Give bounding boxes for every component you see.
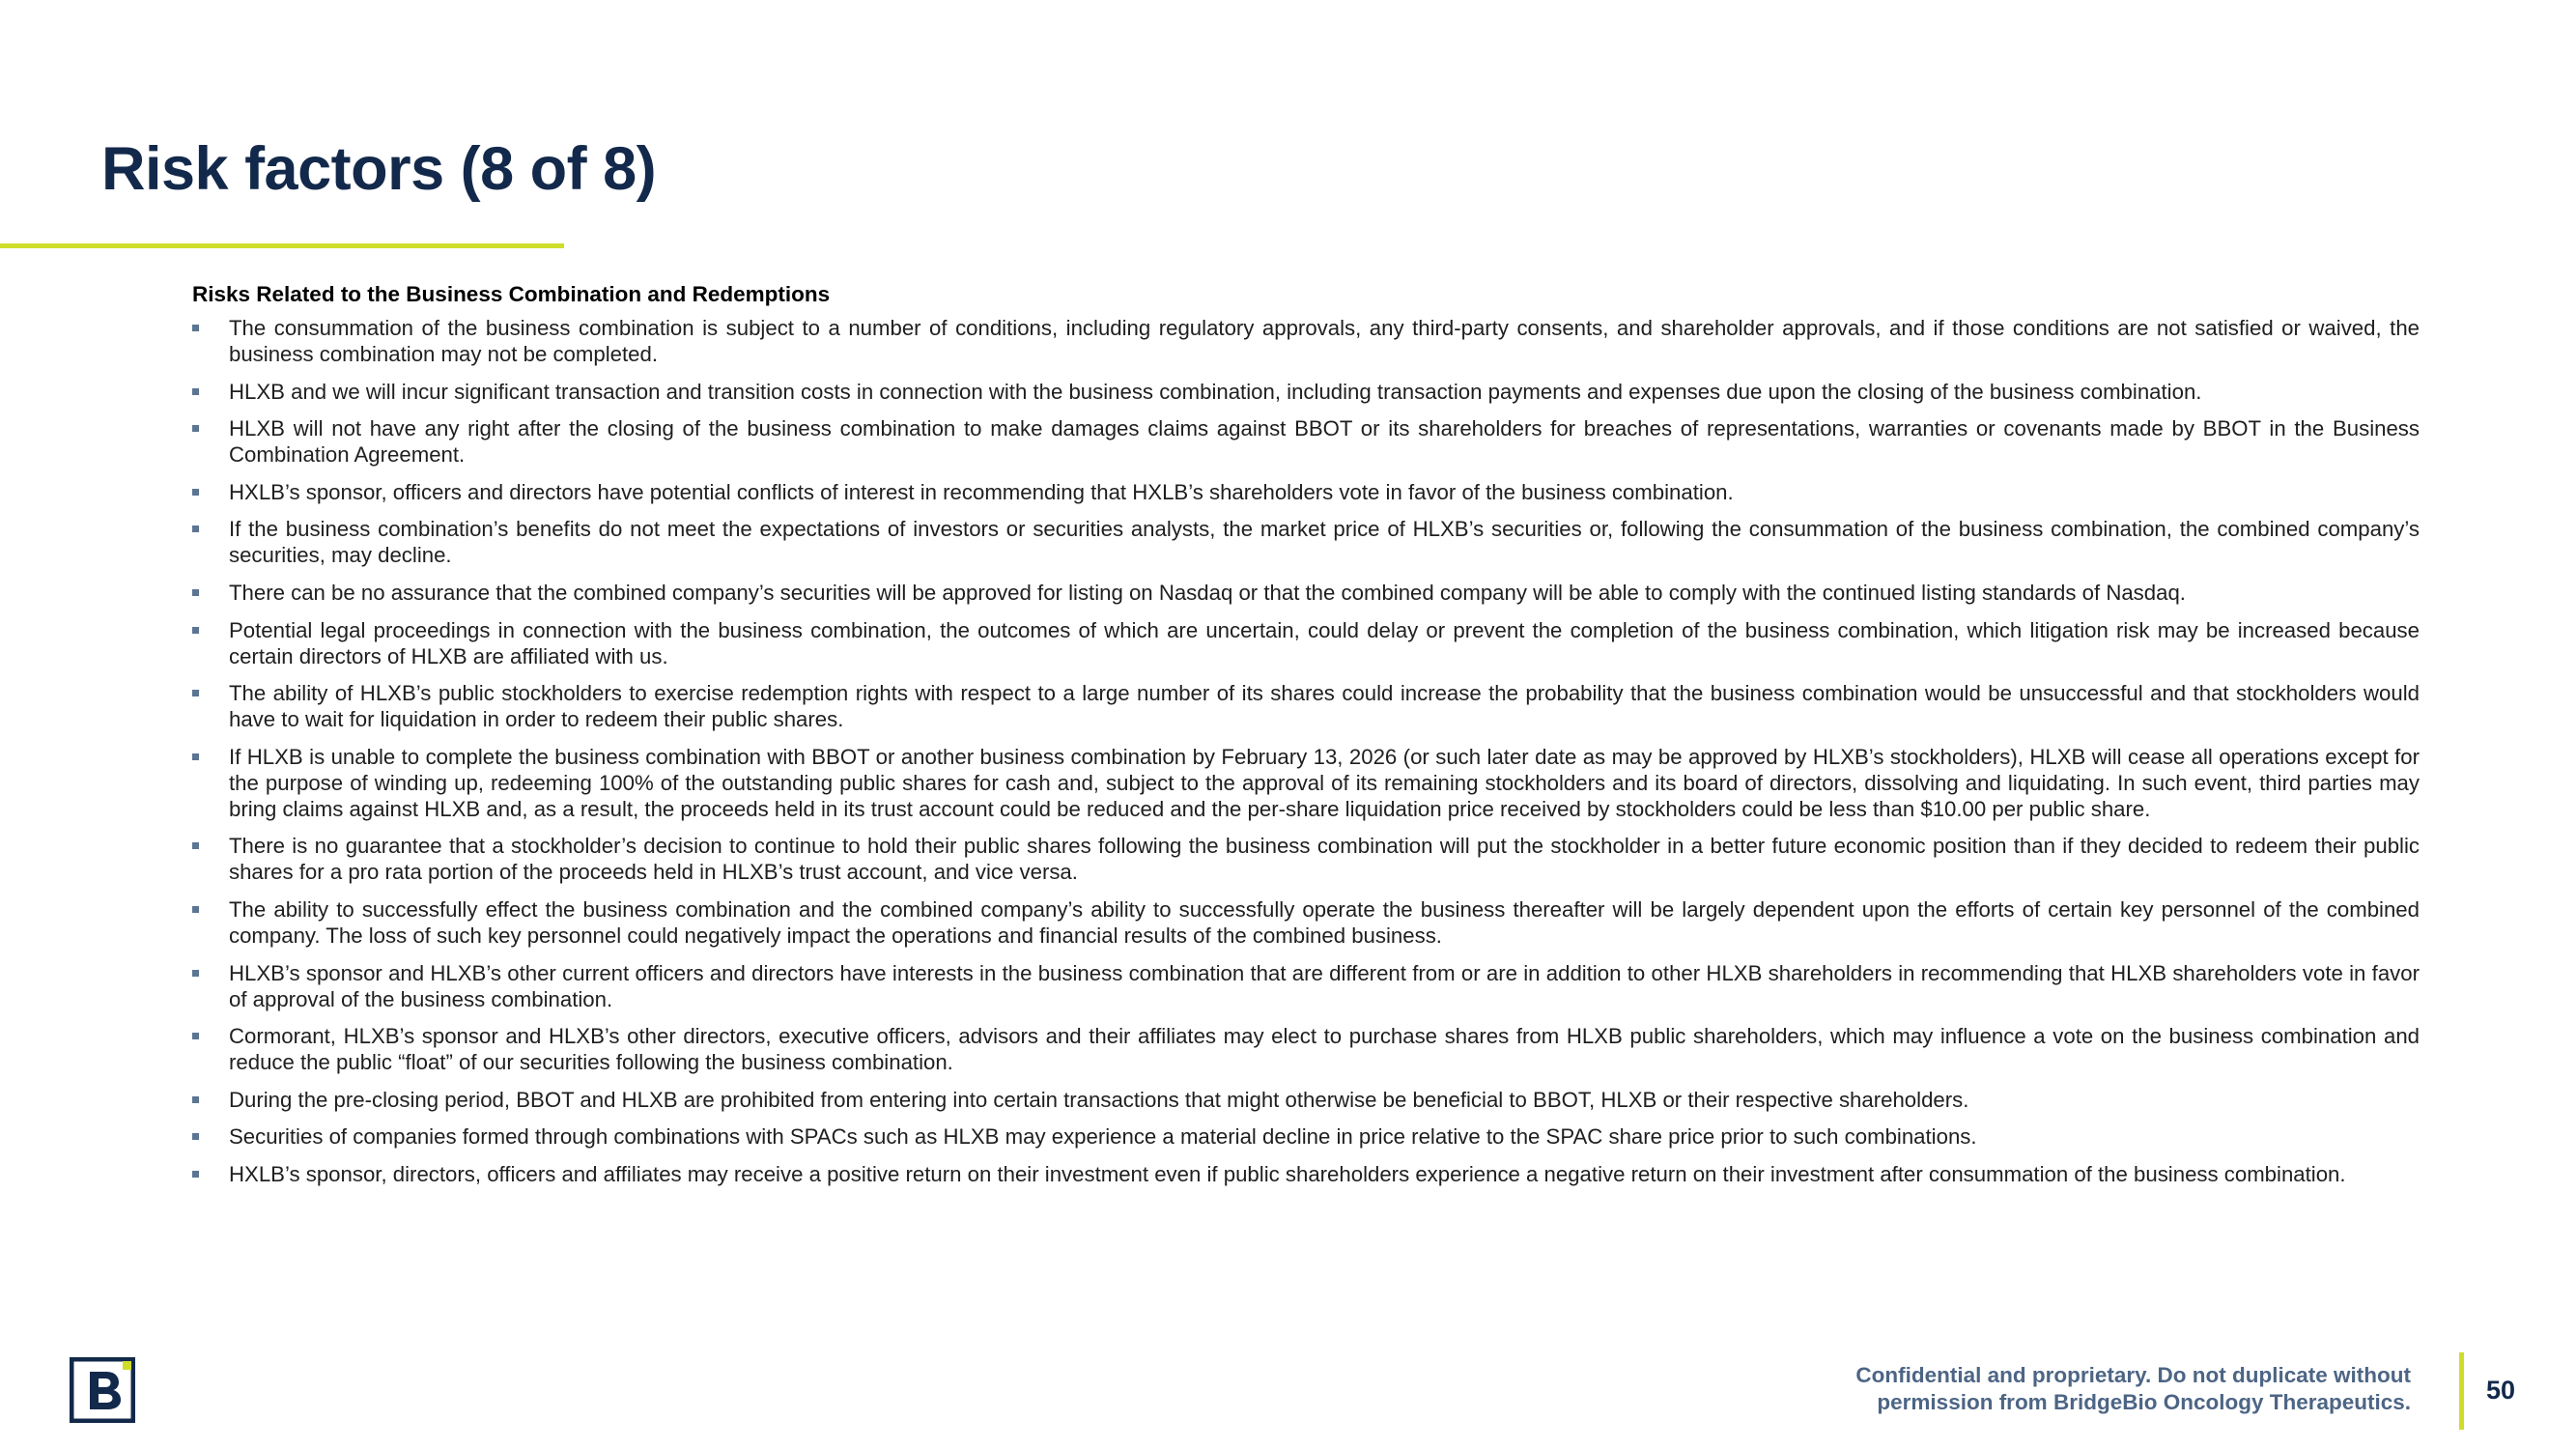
risk-text: There is no guarantee that a stockholder’s decision to continue to hold their public shares following the business combination will put the stockholder in a better future economic position than if they decided to redeem their public shares for a pro rata portion of the proceeds held in HLXB’s trust account, and vice versa. <box>229 834 2420 885</box>
square-bullet-icon <box>192 489 199 496</box>
list-item <box>192 744 2420 822</box>
list-item <box>192 580 2420 606</box>
confidential-line-2: permission from BridgeBio Oncology Therapeutics. <box>1877 1390 2411 1414</box>
square-bullet-icon <box>192 1133 199 1140</box>
risk-text: HLXB and we will incur significant transaction and transition costs in connection with the business combination, including transaction payments and expenses due upon the closing of the business combination. <box>229 379 2202 404</box>
footer-accent-divider <box>2459 1352 2464 1430</box>
risk-text: Cormorant, HLXB’s sponsor and HLXB’s other directors, executive officers, advisors and their affiliates may elect to purchase shares from HLXB public shareholders, which may influence a vote on the business combination and reduce the public “float” of our securities following the business combination. <box>229 1024 2420 1075</box>
risk-text: Potential legal proceedings in connection with the business combination, the outcomes of which are uncertain, could delay or prevent the completion of the business combination, which litigation risk may be increased because certain directors of HLXB are affiliated with us. <box>229 617 2420 668</box>
risk-text: There can be no assurance that the combined company’s securities will be approved for listing on Nasdaq or that the combined company will be able to comply with the continued listing standards of Nasdaq. <box>229 580 2186 605</box>
list-item <box>192 379 2420 405</box>
list-item <box>192 415 2420 468</box>
risk-text: HXLB’s sponsor, officers and directors have potential conflicts of interest in recommending that HXLB’s shareholders vote in favor of the business combination. <box>229 479 1734 504</box>
square-bullet-icon <box>192 842 199 849</box>
list-item <box>192 1023 2420 1075</box>
bridgebio-b-logo-icon <box>70 1357 135 1423</box>
risk-text: During the pre-closing period, BBOT and HLXB are prohibited from entering into certain transactions that might otherwise be beneficial to BBOT, HLXB or their respective shareholders. <box>229 1087 1969 1112</box>
list-item <box>192 617 2420 669</box>
risk-text: If HLXB is unable to complete the business combination with BBOT or another business combination by February 13, 2026 (or such later date as may be approved by HLXB’s stockholders), HLXB will cease all operations except for the purpose of winding up, redeeming 100% of the outstanding public shares for cash and, subject to the approval of its remaining stockholders and its board of directors, dissolving and liquidating. In such event, third parties may bring claims against HLXB and, as a result, the proceeds held in its trust account could be reduced and the per-share liquidation price received by stockholders could be less than $10.00 per public share. <box>229 744 2420 821</box>
square-bullet-icon <box>192 1033 199 1039</box>
square-bullet-icon <box>192 589 199 596</box>
title-accent-line <box>0 243 564 248</box>
square-bullet-icon <box>192 690 199 696</box>
risk-text: The consummation of the business combination is subject to a number of conditions, including regulatory approvals, any third-party consents, and shareholder approvals, and if those conditions are not satisfied or waived, the business combination may not be completed. <box>229 316 2420 366</box>
square-bullet-icon <box>192 388 199 395</box>
list-item <box>192 1087 2420 1113</box>
list-item <box>192 960 2420 1012</box>
risk-section <box>192 278 2420 1199</box>
confidential-notice <box>1855 1362 2411 1416</box>
square-bullet-icon <box>192 425 199 432</box>
risk-text: HLXB will not have any right after the closing of the business combination to make damages claims against BBOT or its shareholders for breaches of representations, warranties or covenants made by BBOT in the Business Combination Agreement. <box>229 416 2420 468</box>
list-item <box>192 680 2420 732</box>
square-bullet-icon <box>192 526 199 532</box>
list-item <box>192 896 2420 949</box>
risk-list <box>192 315 2420 1187</box>
risk-text: The ability to successfully effect the business combination and the combined company’s ability to successfully operate the business thereafter will be largely dependent upon the efforts of certain key personnel of the combined company. The loss of such key personnel could negatively impact the operations and financial results of the combined business. <box>229 896 2420 948</box>
list-item <box>192 479 2420 505</box>
page-number: 50 <box>2486 1376 2516 1405</box>
square-bullet-icon <box>192 970 199 977</box>
section-heading: Risks Related to the Business Combination and Redemptions <box>192 282 831 306</box>
confidential-line-1: Confidential and proprietary. Do not duplicate without <box>1855 1363 2411 1387</box>
square-bullet-icon <box>192 627 199 634</box>
square-bullet-icon <box>192 325 199 331</box>
list-item <box>192 833 2420 885</box>
risk-text: If the business combination’s benefits do not meet the expectations of investors or securities analysts, the market price of HLXB’s securities or, following the consummation of the business combination, the combined company’s securities, may decline. <box>229 517 2420 568</box>
square-bullet-icon <box>192 906 199 913</box>
square-bullet-icon <box>192 753 199 760</box>
list-item <box>192 516 2420 568</box>
square-bullet-icon <box>192 1096 199 1103</box>
risk-text: The ability of HLXB’s public stockholders to exercise redemption rights with respect to a large number of its shares could increase the probability that the business combination would be unsuccessful and that stockholders would have to wait for liquidation in order to redeem their public shares. <box>229 681 2420 732</box>
list-item <box>192 315 2420 367</box>
risk-text: HLXB’s sponsor and HLXB’s other current officers and directors have interests in the business combination that are different from or are in addition to other HLXB shareholders in recommending that HLXB shareholders vote in favor of approval of the business combination. <box>229 960 2420 1011</box>
risk-text: HXLB’s sponsor, directors, officers and affiliates may receive a positive return on their investment even if public shareholders experience a negative return on their investment after consummation of the business combination. <box>229 1161 2346 1186</box>
risk-text: Securities of companies formed through combinations with SPACs such as HLXB may experience a material decline in price relative to the SPAC share price prior to such combinations. <box>229 1124 1977 1150</box>
list-item <box>192 1123 2420 1150</box>
page-title: Risk factors (8 of 8) <box>101 135 657 203</box>
square-bullet-icon <box>192 1171 199 1178</box>
list-item <box>192 1161 2420 1187</box>
